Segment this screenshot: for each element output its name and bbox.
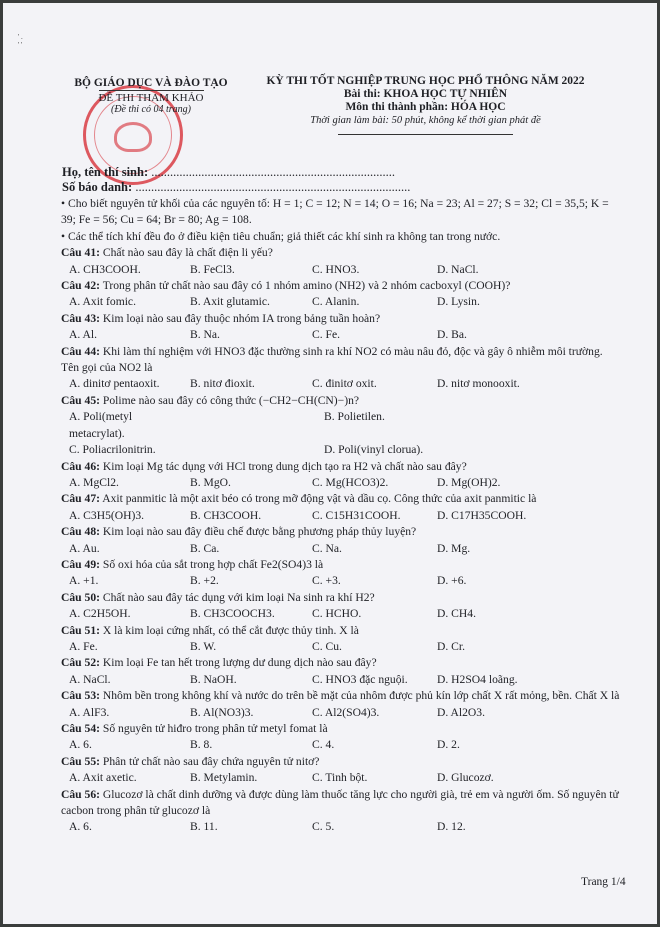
answer-option-a[interactable]: A. CH3COOH. <box>69 262 141 276</box>
answer-option-d[interactable]: D. Mg. <box>437 541 471 555</box>
question-label: Câu 44: <box>61 344 100 358</box>
answer-options <box>69 672 621 688</box>
candidate-id-field[interactable]: ........................................................................................ <box>135 180 411 194</box>
question-label: Câu 43: <box>61 311 100 325</box>
question-46 <box>61 459 621 475</box>
answer-option-a[interactable]: A. 6. <box>69 738 92 752</box>
answer-option-d[interactable]: D. Mg(OH)2. <box>437 475 501 489</box>
answer-option-b[interactable]: B. 11. <box>190 820 218 834</box>
divider <box>338 134 513 135</box>
header-right <box>253 75 598 135</box>
scan-specks: ' . ' ' <box>18 33 23 49</box>
candidate-name-field[interactable]: .............................................................................. <box>151 165 396 179</box>
question-text: Số nguyên tử hiđro trong phân tử metyl fomat là <box>102 722 328 735</box>
candidate-name-label: Họ, tên thí sinh: <box>62 165 149 179</box>
exam-type: ĐỀ THI THAM KHẢO <box>98 92 204 104</box>
answer-option-b[interactable]: B. CH3COOCH3. <box>190 607 275 621</box>
question-56 <box>61 787 621 820</box>
answer-option-a[interactable]: A. dinitơ pentaoxit. <box>69 377 160 391</box>
answer-option-b[interactable]: B. FeCl3. <box>190 262 235 276</box>
question-53 <box>61 688 621 704</box>
answer-option-c[interactable]: C. Al2(SO4)3. <box>312 705 380 719</box>
answer-option-c[interactable]: C. Tinh bột. <box>312 771 368 785</box>
question-text: Axit panmitic là một axit béo có trong mỡ động vật và dầu cọ. Công thức của axit panmitic là <box>102 492 537 506</box>
answer-option-b[interactable]: B. Polietilen. <box>324 410 385 424</box>
question-label: Câu 56: <box>61 787 100 801</box>
national-emblem-icon <box>114 122 152 152</box>
question-text: Chất nào sau đây là chất điện li yếu? <box>102 246 273 260</box>
time-limit: Thời gian làm bài: 50 phút, không kể thời gian phát đề <box>310 115 541 126</box>
question-list <box>61 245 621 836</box>
answer-option-c[interactable]: C. Fe. <box>312 328 341 342</box>
question-text: Kim loại nào sau đây điều chế được bằng phương pháp thủy luyện? <box>102 525 417 539</box>
question-52 <box>61 655 621 671</box>
question-label: Câu 48: <box>61 525 100 539</box>
answer-option-b[interactable]: B. Al(NO3)3. <box>190 705 254 719</box>
question-label: Câu 47: <box>61 492 100 506</box>
answer-option-d[interactable]: D. 12. <box>437 820 466 834</box>
question-text: Trong phân tử chất nào sau đây có 1 nhóm amino (NH2) và 2 nhóm cacboxyl (COOH)? <box>102 279 511 293</box>
question-text: Kim loại nào sau đây thuộc nhóm IA trong bảng tuần hoàn? <box>102 311 381 325</box>
question-text: Khi làm thí nghiệm với HNO3 đặc thường sinh ra khí NO2 có màu nâu đỏ, độc và gây ô nhiễm môi trường. Tên gọi của NO2 là <box>61 344 603 375</box>
question-50 <box>61 590 621 606</box>
answer-options <box>69 541 621 557</box>
question-45 <box>61 393 621 409</box>
answer-options <box>69 409 621 458</box>
answer-option-a[interactable]: A. 6. <box>69 820 92 834</box>
question-text: Kim loại Fe tan hết trong lượng dư dung dịch nào sau đây? <box>102 656 377 670</box>
answer-option-c[interactable]: C. C15H31COOH. <box>312 508 401 522</box>
answer-option-a[interactable]: A. C3H5(OH)3. <box>69 508 145 522</box>
answer-options <box>69 508 621 524</box>
answer-option-d[interactable]: D. 2. <box>437 738 460 752</box>
question-54 <box>61 721 621 737</box>
answer-option-b[interactable]: B. CH3COOH. <box>190 508 262 522</box>
answer-option-a[interactable]: A. AlF3. <box>69 705 110 719</box>
answer-option-b[interactable]: B. MgO. <box>190 475 231 489</box>
question-47 <box>61 491 621 507</box>
answer-option-b[interactable]: B. +2. <box>190 574 219 588</box>
question-label: Câu 51: <box>61 623 100 637</box>
answer-option-d[interactable]: D. H2SO4 loãng. <box>437 672 518 686</box>
question-text: Số oxi hóa của sắt trong hợp chất Fe2(SO4)3 là <box>102 557 324 571</box>
answer-option-a[interactable]: A. Fe. <box>69 639 98 653</box>
answer-option-d[interactable]: D. Glucozơ. <box>437 771 494 785</box>
question-41 <box>61 245 621 261</box>
answer-option-a[interactable]: A. NaCl. <box>69 672 111 686</box>
answer-option-a[interactable]: A. MgCl2. <box>69 475 119 489</box>
answer-option-c[interactable]: C. Poliacrilonitrin. <box>69 443 156 457</box>
answer-option-c[interactable]: C. HCHO. <box>312 607 362 621</box>
answer-options <box>69 770 621 786</box>
question-label: Câu 46: <box>61 459 100 473</box>
answer-option-d[interactable]: D. CH4. <box>437 607 476 621</box>
answer-option-a[interactable]: A. C2H5OH. <box>69 607 131 621</box>
answer-option-d[interactable]: D. Poli(vinyl clorua). <box>324 443 424 457</box>
answer-option-c[interactable]: C. HNO3. <box>312 262 360 276</box>
answer-option-b[interactable]: B. W. <box>190 639 217 653</box>
answer-option-b[interactable]: B. NaOH. <box>190 672 237 686</box>
candidate-info <box>62 165 410 195</box>
question-label: Câu 45: <box>61 393 100 407</box>
subject-name: Môn thi thành phần: HÓA HỌC <box>345 101 506 113</box>
answer-option-d[interactable]: D. +6. <box>437 574 467 588</box>
page-number: Trang 1/4 <box>581 876 626 888</box>
answer-options <box>69 475 621 491</box>
question-label: Câu 50: <box>61 590 100 604</box>
answer-option-c[interactable]: C. Cu. <box>312 639 342 653</box>
atomic-mass-note: • Cho biết nguyên tử khối của các nguyên tố: H = 1; C = 12; N = 14; O = 16; Na = 23; Al = 27; S = 32; Cl = 35,5; K = 39; Fe = 56; Cu = 64; Br = 80; Ag = 108. <box>61 197 609 227</box>
question-text: Glucozơ là chất dinh dưỡng và được dùng làm thuốc tăng lực cho người già, trẻ em và người ốm. Số nguyên tử cacbon trong phân tử glucozơ là <box>61 787 619 818</box>
answer-option-b[interactable]: B. Axit glutamic. <box>190 295 270 309</box>
answer-options <box>69 294 621 310</box>
answer-options <box>69 639 621 655</box>
answer-option-b[interactable]: B. nitơ đioxit. <box>190 377 255 391</box>
answer-options <box>69 705 621 721</box>
test-name: Bài thi: KHOA HỌC TỰ NHIÊN <box>343 88 508 100</box>
question-label: Câu 53: <box>61 689 100 703</box>
question-48 <box>61 524 621 540</box>
answer-option-d[interactable]: D. nitơ monooxit. <box>437 377 520 391</box>
question-43 <box>61 311 621 327</box>
answer-option-b[interactable]: B. Metylamin. <box>190 771 258 785</box>
question-42 <box>61 278 621 294</box>
question-text: X là kim loại cứng nhất, có thể cắt được thủy tinh. X là <box>102 623 359 637</box>
question-text: Phân tử chất nào sau đây chứa nguyên tử nitơ? <box>102 754 320 768</box>
answer-option-d[interactable]: D. Ba. <box>437 328 467 342</box>
question-text: Nhôm bền trong không khí và nước do trên bề mặt của nhôm được phủ kín lớp chất X rất mỏng, bền. Chất X là <box>102 689 620 703</box>
answer-option-c[interactable]: C. +3. <box>312 574 341 588</box>
question-label: Câu 55: <box>61 754 100 768</box>
question-text: Kim loại Mg tác dụng với HCl trong dung dịch tạo ra H2 và chất nào sau đây? <box>102 459 467 473</box>
answer-option-a[interactable]: A. Poli(metyl metacrylat). <box>69 410 133 440</box>
answer-option-d[interactable]: D. Lysin. <box>437 295 480 309</box>
question-text: Chất nào sau đây tác dụng với kim loại Na sinh ra khí H2? <box>102 590 375 604</box>
ministry-name: BỘ GIÁO DỤC VÀ ĐÀO TẠO <box>74 77 228 89</box>
page-count-note: (Đề thi có 04 trang) <box>111 104 191 115</box>
answer-option-d[interactable]: D. C17H35COOH. <box>437 508 527 522</box>
answer-options <box>69 819 621 835</box>
exam-title: KỲ THI TỐT NGHIỆP TRUNG HỌC PHỔ THÔNG NĂM 2022 <box>266 75 585 87</box>
question-label: Câu 42: <box>61 279 100 293</box>
answer-options <box>69 737 621 753</box>
answer-option-a[interactable]: A. Axit axetic. <box>69 771 137 785</box>
question-49 <box>61 557 621 573</box>
answer-options <box>69 262 621 278</box>
answer-option-c[interactable]: C. 5. <box>312 820 335 834</box>
question-label: Câu 49: <box>61 557 100 571</box>
answer-option-a[interactable]: A. Al. <box>69 328 98 342</box>
answer-options <box>69 573 621 589</box>
answer-option-d[interactable]: D. Cr. <box>437 639 466 653</box>
question-label: Câu 52: <box>61 656 100 670</box>
answer-option-a[interactable]: A. Au. <box>69 541 100 555</box>
gas-conditions-note: • Các thể tích khí đều đo ở điều kiện tiêu chuẩn; giả thiết các khí sinh ra không tan trong nước. <box>61 229 501 243</box>
question-44 <box>61 344 621 377</box>
question-51 <box>61 623 621 639</box>
answer-option-b[interactable]: B. Ca. <box>190 541 220 555</box>
answer-option-d[interactable]: D. NaCl. <box>437 262 479 276</box>
answer-option-a[interactable]: A. Axit fomic. <box>69 295 136 309</box>
answer-option-d[interactable]: D. Al2O3. <box>437 705 485 719</box>
answer-option-b[interactable]: B. 8. <box>190 738 213 752</box>
answer-option-c[interactable]: C. đinitơ oxit. <box>312 377 377 391</box>
exam-page <box>3 3 657 924</box>
answer-option-a[interactable]: A. +1. <box>69 574 99 588</box>
question-55 <box>61 754 621 770</box>
answer-options <box>69 376 621 392</box>
answer-option-c[interactable]: C. HNO3 đặc nguội. <box>312 672 408 686</box>
answer-options <box>69 327 621 343</box>
divider <box>99 90 204 91</box>
answer-options <box>69 606 621 622</box>
answer-option-c[interactable]: C. Na. <box>312 541 342 555</box>
exam-body <box>61 196 621 836</box>
answer-option-c[interactable]: C. Alanin. <box>312 295 360 309</box>
question-text: Polime nào sau đây có công thức (−CH2−CH(CN)−)n? <box>102 393 360 407</box>
answer-option-b[interactable]: B. Na. <box>190 328 220 342</box>
question-label: Câu 41: <box>61 246 100 260</box>
answer-option-c[interactable]: C. Mg(HCO3)2. <box>312 475 389 489</box>
header-left <box>66 77 236 115</box>
answer-option-c[interactable]: C. 4. <box>312 738 335 752</box>
candidate-id-label: Số báo danh: <box>62 180 133 194</box>
question-label: Câu 54: <box>61 722 100 735</box>
